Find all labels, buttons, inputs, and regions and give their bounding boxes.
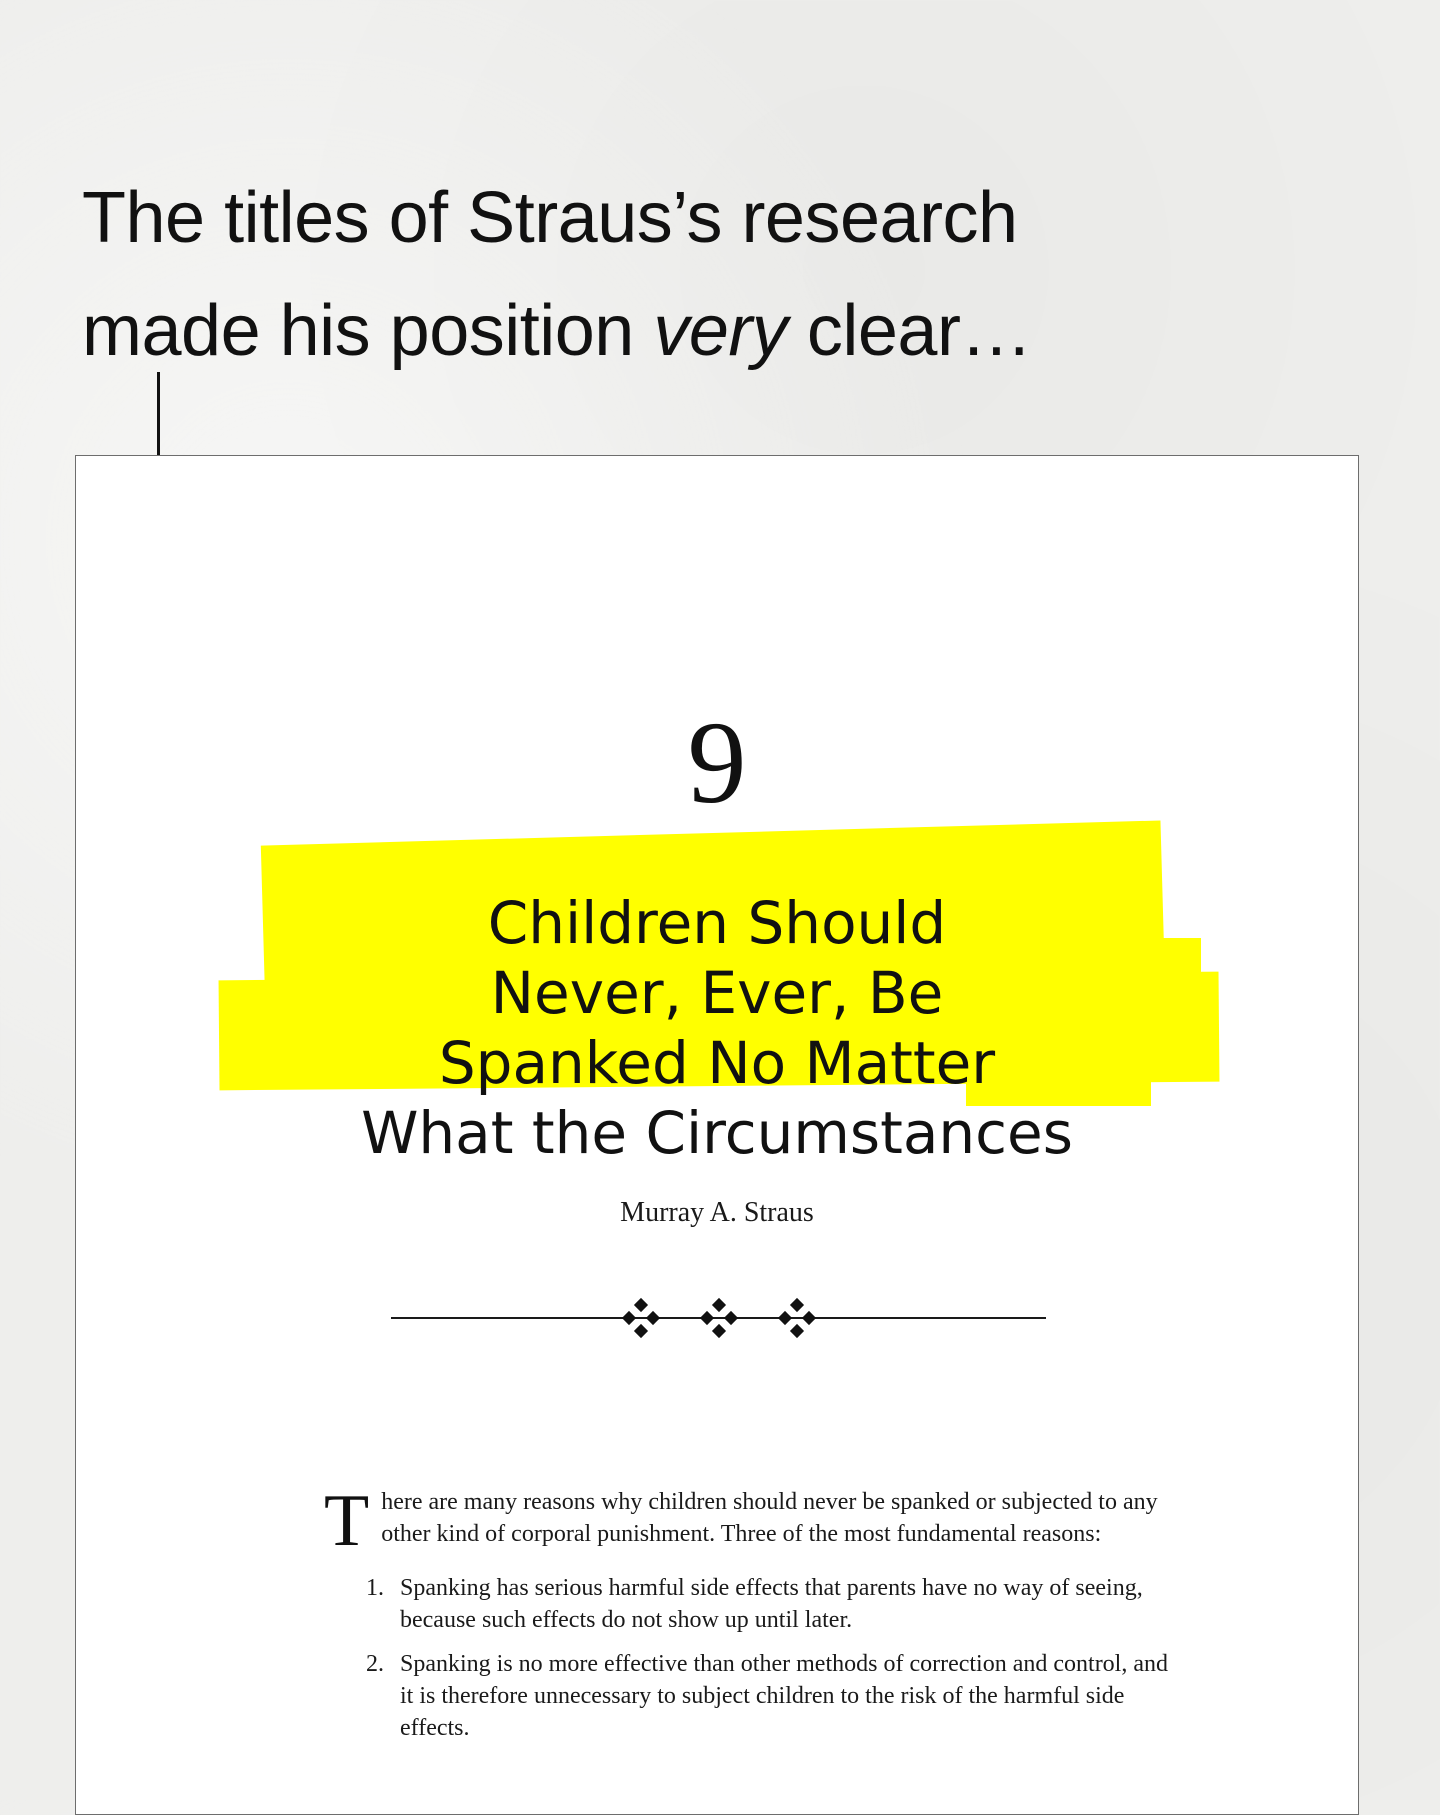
chapter-title-line: Spanked No Matter (438, 1029, 996, 1097)
chapter-title-line: Children Should (487, 889, 947, 957)
ornament-diamond (619, 1296, 663, 1340)
drop-cap: T (324, 1480, 370, 1562)
caption-line-2-start: made his position (82, 291, 654, 371)
caption-line-2 (82, 275, 1282, 388)
ornament-diamond (775, 1296, 819, 1340)
diamond-ornament-icon (391, 1296, 1046, 1340)
list-item-number: 2. (366, 1651, 384, 1677)
intro-paragraph (324, 1480, 1186, 1562)
reasons-list (326, 1572, 1186, 1744)
list-item-text: Spanking is no more effective than other methods of correction and control, and it is therefore unnecessary to subject children to the risk of the harmful side effects. (400, 1651, 1168, 1741)
body-text (324, 1480, 1186, 1756)
book-page (75, 455, 1359, 1815)
chapter-title-line: Never, Ever, Be (490, 959, 944, 1027)
list-item (326, 1648, 1186, 1744)
chapter-title-line: What the Circumstances (361, 1099, 1073, 1167)
caption-heading (82, 162, 1282, 388)
list-item-text: Spanking has serious harmful side effects that parents have no way of seeing, because such effects do not show up until later. (400, 1575, 1143, 1633)
chapter-title (76, 888, 1358, 1168)
caption-line-2-end: clear… (787, 291, 1032, 371)
intro-text: here are many reasons why children should never be spanked or subjected to any other kind of corporal punishment. Three of the most fundamental reasons: (381, 1489, 1158, 1547)
list-item-number: 1. (366, 1575, 384, 1601)
caption-line-1: The titles of Straus’s research (82, 178, 1018, 258)
list-item (326, 1572, 1186, 1636)
chapter-number: 9 (687, 697, 747, 828)
ornament-diamond (697, 1296, 741, 1340)
caption-emphasis: very (653, 291, 788, 371)
author-name: Murray A. Straus (620, 1197, 814, 1228)
